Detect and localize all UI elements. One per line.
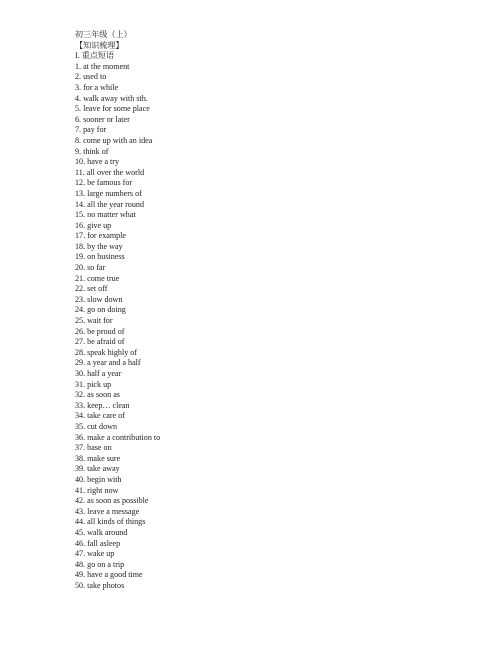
phrase-item: 3. for a while xyxy=(75,82,119,92)
phrase-item: 21. come true xyxy=(75,273,120,283)
phrase-item: 50. take photos xyxy=(75,580,125,590)
phrase-list xyxy=(75,62,475,592)
phrase-item: 23. slow down xyxy=(75,294,123,304)
phrase-item: 35. cut down xyxy=(75,421,118,431)
phrase-item: 9. think of xyxy=(75,146,109,156)
phrase-item: 33. keep… clean xyxy=(75,400,130,410)
phrase-item: 4. walk away with sth. xyxy=(75,93,148,103)
phrase-item: 22. set off xyxy=(75,284,108,294)
phrase-item: 47. wake up xyxy=(75,549,115,559)
phrase-item: 38. make sure xyxy=(75,453,121,463)
phrase-item: 7. pay for xyxy=(75,125,107,135)
phrase-item: 24. go on doing xyxy=(75,305,126,315)
heading-block xyxy=(75,30,475,62)
phrase-item: 8. come up with an idea xyxy=(75,135,153,145)
phrase-item: 46. fall asleep xyxy=(75,538,121,548)
phrase-item: 42. as soon as possible xyxy=(75,496,149,506)
phrase-item: 49. have a good time xyxy=(75,570,143,580)
phrase-item: 17. for example xyxy=(75,231,127,241)
section-title: 【知识梳理】 xyxy=(75,40,124,50)
phrase-item: 40. begin with xyxy=(75,474,122,484)
phrase-item: 26. be proud of xyxy=(75,326,125,336)
phrase-item: 18. by the way xyxy=(75,241,123,251)
phrase-item: 44. all kinds of things xyxy=(75,517,146,527)
phrase-item: 15. no matter what xyxy=(75,210,136,220)
phrase-item: 39. take away xyxy=(75,464,120,474)
phrase-item: 41. right now xyxy=(75,485,119,495)
phrase-item: 36. make a contribution to xyxy=(75,432,161,442)
phrase-item: 32. as soon as xyxy=(75,390,120,400)
phrase-item: 29. a year and a half xyxy=(75,358,141,368)
document-page xyxy=(75,30,475,591)
phrase-item: 37. base on xyxy=(75,443,112,453)
phrase-item: 19. on business xyxy=(75,252,125,262)
phrase-item: 48. go on a trip xyxy=(75,559,125,569)
phrase-item: 28. speak highly of xyxy=(75,347,138,357)
phrase-item: 20. so far xyxy=(75,263,106,273)
phrase-item: 30. half a year xyxy=(75,369,122,378)
phrase-item: 12. be famous for xyxy=(75,178,133,188)
phrase-item: 2. used to xyxy=(75,72,107,82)
phrase-item: 16. give up xyxy=(75,220,112,230)
phrase-item: 10. have a try xyxy=(75,157,120,167)
phrase-item: 5. leave for some place xyxy=(75,104,150,114)
phrase-item: 31. pick up xyxy=(75,379,112,389)
phrase-item: 13. large numbers of xyxy=(75,188,142,198)
phrase-item: 34. take care of xyxy=(75,411,125,421)
phrase-item: 45. walk around xyxy=(75,527,128,537)
phrase-item: 43. leave a message xyxy=(75,506,140,516)
phrase-item: 6. sooner or later xyxy=(75,114,130,124)
subsection-title: I. 重点短语 xyxy=(75,51,115,61)
phrase-item: 11. all over the world xyxy=(75,167,145,177)
phrase-item: 27. be afraid of xyxy=(75,337,125,347)
grade-title: 初三年级（上） xyxy=(75,30,132,39)
phrase-item: 1. at the moment xyxy=(75,61,130,71)
phrase-item: 25. wait for xyxy=(75,316,113,326)
phrase-item: 14. all the year round xyxy=(75,199,144,209)
